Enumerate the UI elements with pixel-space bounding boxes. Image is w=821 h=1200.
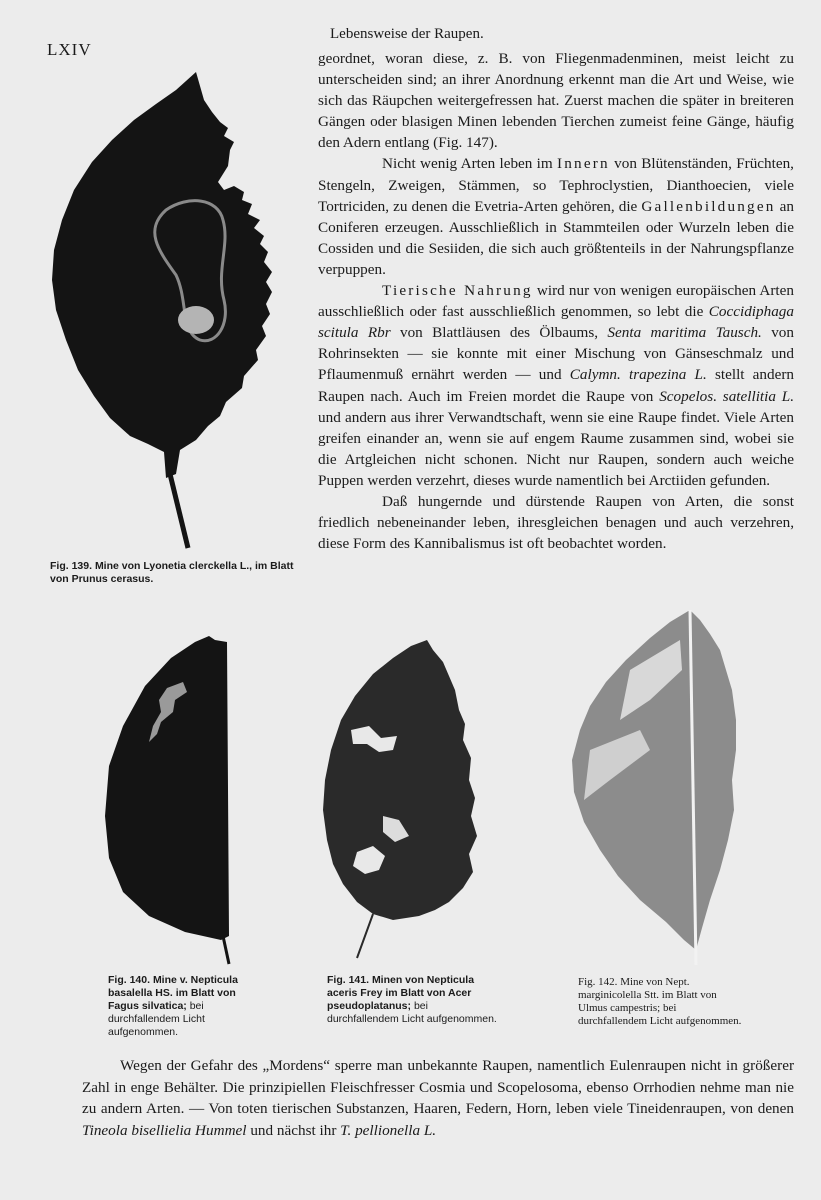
paragraph-3: Tierische Nahrung wird nur von wenigen europäischen Arten ausschließlich oder fast ausschließlich genommen, so lebt die Coccidiphaga scitula Rbr von Blattläusen des Ölbaums, Senta maritima Tausch. von Rohrinsekten — sie konnte mit einer Mischung von Gänseschmalz und Pflaumenmuß ernährt werden — und Calymn. trapezina L. stellt andern Raupen nach. Auch im Freien mordet die Raupe von Scopelos. satellitia L. und andern aus ihrer Verwandtschaft, wenn sie eine Raupe findet. Viele Arten greifen einander an, wenn sie auf engem Raume zusammen sind, wobei sie die Artgleichen nicht schonen. Nicht nur Raupen, sondern auch weiche Puppen werden verzehrt, dieses wurde namentlich bei Arctiiden gefunden. bbox=[318, 282, 795, 489]
paragraph-1: geordnet, woran diese, z. B. von Fliegenmadenminen, meist leicht zu unterscheiden sind; an ihrer Anordnung erkennt man die Art und Weise, wie sich das Räupchen weitergefressen hat. Zuerst machen die später in breiteren Gängen oder blasigen Minen lebenden Tierchen zumeist feine Gänge, häufig den Adern entlang (Fig. 147). bbox=[318, 50, 794, 152]
paragraph-4: Daß hungernde und dürstende Raupen von Arten, die sonst friedlich nebeneinander leben, ihresgleichen benagen und auch verzehren, diese Form des Kannibalismus ist oft beobachtet worden. bbox=[318, 492, 794, 553]
figure-141-leaf-image bbox=[323, 640, 483, 960]
figure-142-leaf-image bbox=[570, 610, 740, 970]
paragraph-2: Nicht wenig Arten leben im Innern von Blütenständen, Früchten, Stengeln, Zweigen, Stämmen, so Tephroclystien, Dianthoecien, viele Tortriciden, zu denen die Evetria-Arten gehören, die Gallenbildungen an Coniferen erzeugen. Ausschließlich in Stammteilen oder Wurzeln leben die Cossiden und die Sesiiden, die sich auch größtenteils in der Nahrungspflanze verpuppen. bbox=[318, 155, 794, 278]
figure-141-caption: Fig. 141. Minen von Nepticula aceris Frey im Blatt von Acer pseudoplatanus; bei durchfallendem Licht aufgenommen. bbox=[327, 974, 497, 1025]
main-text bbox=[318, 48, 794, 554]
bottom-paragraph: Wegen der Gefahr des „Mordens“ sperre man unbekannte Raupen, namentlich Eulenraupen nicht in größerer Zahl in enge Behälter. Die prinzipiellen Fleischfresser Cosmia und Scopelosoma, ebenso Orrhodien nehme man nie zu andern Arten. — Von toten tierischen Substanzen, Haaren, Federn, Horn, leben viele Tineidenraupen, von denen Tineola bisellielia Hummel und nächst ihr T. pellionella L. bbox=[82, 1057, 794, 1139]
figure-142-caption: Fig. 142. Mine von Nept. marginicolella Stt. im Blatt von Ulmus campestris; bei durchfallendem Licht aufgenommen. bbox=[578, 976, 742, 1027]
figure-140-leaf-image bbox=[105, 636, 235, 966]
figure-139-leaf-image bbox=[48, 70, 288, 550]
figure-140-caption: Fig. 140. Mine v. Nepticula basalella HS. im Blatt von Fagus silvatica; bei durchfallendem Licht aufgenommen. bbox=[108, 974, 238, 1038]
figure-139-caption: Fig. 139. Mine von Lyonetia clerckella L., im Blatt von Prunus cerasus. bbox=[50, 560, 294, 585]
page-number: LXIV bbox=[47, 40, 92, 59]
running-head: Lebensweise der Raupen. bbox=[330, 26, 484, 42]
